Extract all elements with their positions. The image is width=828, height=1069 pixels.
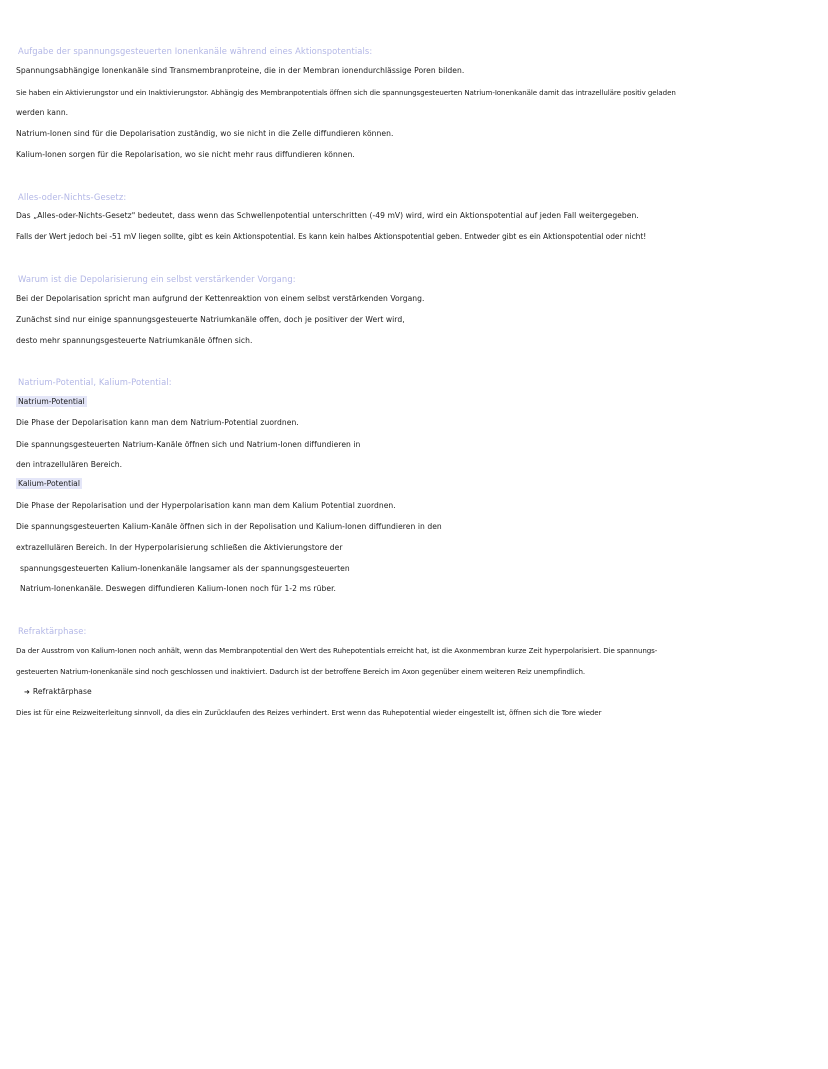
section-heading-potentials: Natrium-Potential, Kalium-Potential: <box>18 377 172 387</box>
text-line: Sie haben ein Aktivierungstor und ein Inaktivierungstor. Abhängig des Membranpotentials öffnen sich die spannungsgesteuerten Natrium-Ionenkanäle damit das intrazelluläre positiv geladen <box>16 88 676 97</box>
text-line: Natrium-Ionenkanäle. Deswegen diffundieren Kalium-Ionen noch für 1-2 ms rüber. <box>20 584 337 593</box>
text-line: werden kann. <box>16 108 69 117</box>
text-line: Falls der Wert jedoch bei -51 mV liegen sollte, gibt es kein Aktionspotential. Es kann kein halbes Aktionspotential geben. Entweder gibt es ein Aktionspotential oder nicht! <box>16 232 647 241</box>
text-line: den intrazellulären Bereich. <box>16 460 123 469</box>
text-line: Spannungsabhängige Ionenkanäle sind Transmembranproteine, die in der Membran ionendurchlässige Poren bilden. <box>16 66 465 75</box>
text-line: Das „Alles-oder-Nichts-Gesetz" bedeutet, dass wenn das Schwellenpotential unterschritten (-49 mV) wird, wird ein Aktionspotential auf jeden Fall weitergegeben. <box>16 211 639 220</box>
text-line: Da der Ausstrom von Kalium-Ionen noch anhält, wenn das Membranpotential den Wert des Ruhepotentials erreicht hat, ist die Axonmembran kurze Zeit hyperpolarisiert. Die spannungs- <box>16 646 658 655</box>
kalium-potential-label: Kalium-Potential <box>18 479 80 488</box>
text-line: Zunächst sind nur einige spannungsgesteuerte Natriumkanäle offen, doch je positiver der Wert wird, <box>16 315 405 324</box>
right-arrow-icon: ➜ <box>24 688 30 696</box>
text-line: Die spannungsgesteuerten Kalium-Kanäle öffnen sich in der Repolisation und Kalium-Ionen diffundieren in den <box>16 522 442 531</box>
section-heading-all-or-nothing: Alles-oder-Nichts-Gesetz: <box>18 192 127 202</box>
refractory-arrow-line <box>24 687 92 697</box>
refractory-label: Refraktärphase <box>32 687 92 696</box>
natrium-potential-label: Natrium-Potential <box>18 397 85 406</box>
text-line: gesteuerten Natrium-Ionenkanäle sind noch geschlossen und inaktiviert. Dadurch ist der betroffene Bereich im Axon gegenüber einem weiteren Reiz unempfindlich. <box>16 667 586 676</box>
section-heading-ion-channels: Aufgabe der spannungsgesteuerten Ionenkanäle während eines Aktionspotentials: <box>18 46 373 56</box>
text-line: Bei der Depolarisation spricht man aufgrund der Kettenreaktion von einem selbst verstärkenden Vorgang. <box>16 294 425 303</box>
text-line: Die Phase der Repolarisation und der Hyperpolarisation kann man dem Kalium Potential zuordnen. <box>16 501 396 510</box>
text-line: Die spannungsgesteuerten Natrium-Kanäle öffnen sich und Natrium-Ionen diffundieren in <box>16 440 361 449</box>
text-line: Dies ist für eine Reizweiterleitung sinnvoll, da dies ein Zurücklaufen des Reizes verhindert. Erst wenn das Ruhepotential wieder eingestellt ist, öffnen sich die Tore wieder <box>16 708 602 717</box>
section-heading-refractory: Refraktärphase: <box>18 626 87 636</box>
text-line: Kalium-Ionen sorgen für die Repolarisation, wo sie nicht mehr raus diffundieren können. <box>16 150 355 159</box>
text-line: Die Phase der Depolarisation kann man dem Natrium-Potential zuordnen. <box>16 418 299 427</box>
text-line: desto mehr spannungsgesteuerte Natriumkanäle öffnen sich. <box>16 336 253 345</box>
text-line: Natrium-Ionen sind für die Depolarisation zuständig, wo sie nicht in die Zelle diffundieren können. <box>16 129 394 138</box>
section-heading-self-amplifying: Warum ist die Depolarisierung ein selbst verstärkender Vorgang: <box>18 274 296 284</box>
text-line: spannungsgesteuerten Kalium-Ionenkanäle langsamer als der spannungsgesteuerten <box>20 564 350 573</box>
text-line: extrazellulären Bereich. In der Hyperpolarisierung schließen die Aktivierungstore der <box>16 543 343 552</box>
